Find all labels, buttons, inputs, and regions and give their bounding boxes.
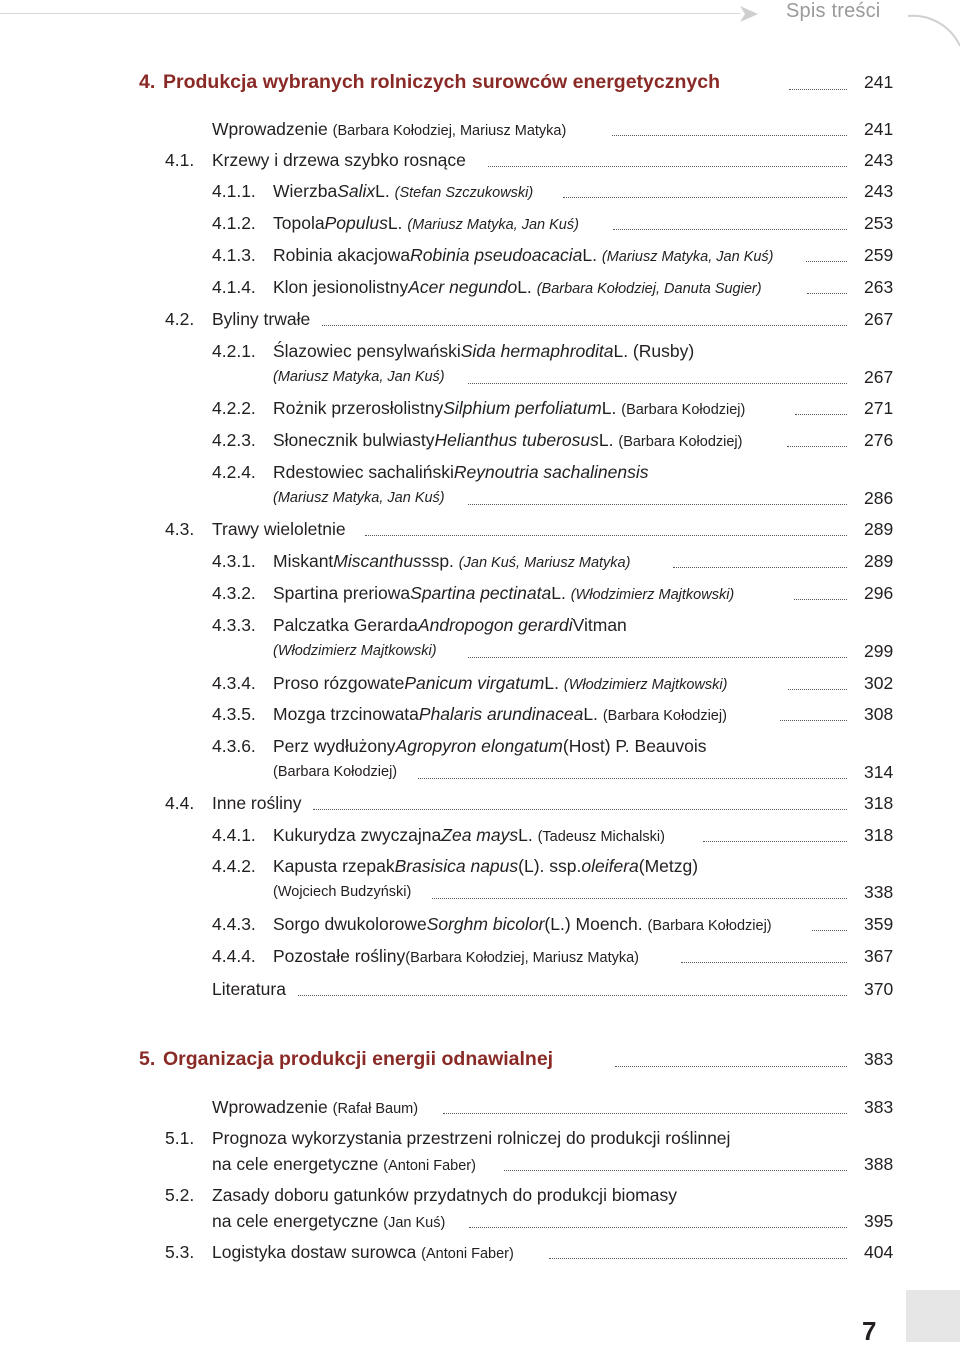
dot-leader xyxy=(806,261,847,262)
page-ref: 253 xyxy=(864,213,894,233)
entry-title-suffix: L. xyxy=(544,673,559,693)
entry-author: (Wojciech Budzyński) xyxy=(273,884,412,900)
page-number: 7 xyxy=(862,1316,877,1346)
entry-author: (Włodzimierz Majtkowski) xyxy=(570,587,735,603)
entry-title: Wierzba xyxy=(273,181,338,201)
entry-title: Trawy wieloletnie xyxy=(212,519,346,539)
latin-name: Reynoutria sachalinensis xyxy=(453,462,649,482)
page-ref: 289 xyxy=(864,551,894,571)
entry-number: 5.2. xyxy=(165,1185,195,1205)
dot-leader xyxy=(563,197,847,198)
entry-number: 4.4.1. xyxy=(212,825,256,845)
entry-number: 5.1. xyxy=(165,1128,195,1148)
entry-author: (Włodzimierz Majtkowski) xyxy=(273,643,437,659)
entry-number: 4.4.2. xyxy=(212,856,256,876)
latin-name: Salix xyxy=(337,181,376,201)
entry-author: (Mariusz Matyka, Jan Kuś) xyxy=(273,490,445,506)
entry-number: 5.3. xyxy=(165,1242,195,1262)
entry-title-suffix: (L). ssp. xyxy=(518,856,582,876)
page-ref: 286 xyxy=(864,488,894,508)
entry-title: Sorgo dwukolorowe xyxy=(273,914,427,934)
entry-author: (Mariusz Matyka, Jan Kuś) xyxy=(273,369,445,385)
entry-title: Perz wydłużony xyxy=(273,736,396,756)
entry-number: 4.3.2. xyxy=(212,583,256,603)
dot-leader xyxy=(443,1113,847,1114)
latin-name: Agropyron elongatum xyxy=(395,736,563,756)
entry-number: 4.3. xyxy=(165,519,195,539)
dot-leader xyxy=(468,383,847,384)
page-ref: 383 xyxy=(864,1097,894,1117)
latin-name: Miscanthus xyxy=(333,551,422,571)
entry-number: 4.1. xyxy=(165,150,195,170)
dot-leader xyxy=(673,567,847,568)
dot-leader xyxy=(432,898,847,899)
page-ref: 296 xyxy=(864,583,894,603)
entry-title: Mozga trzcinowata xyxy=(273,704,419,724)
entry-number: 4.4. xyxy=(165,793,195,813)
entry-title-suffix: L. xyxy=(583,704,598,724)
entry-author: (Jan Kuś) xyxy=(383,1215,446,1231)
entry-title: Zasady doboru gatunków przydatnych do produkcji biomasy xyxy=(212,1185,677,1205)
entry-title-suffix: L. xyxy=(601,398,617,418)
entry-author: (Barbara Kołodziej) xyxy=(602,708,727,724)
latin-name: Robinia pseudoacacia xyxy=(410,245,583,265)
entry-title: Ślazowiec pensylwański xyxy=(273,341,461,361)
entry-title: Wprowadzenie xyxy=(212,1097,328,1117)
page-ref: 338 xyxy=(864,882,894,902)
dot-leader xyxy=(780,720,847,721)
dot-leader xyxy=(613,229,847,230)
entry-title-suffix: ssp. xyxy=(421,551,454,571)
latin-name: Andropogon gerardi xyxy=(417,615,573,635)
entry-title: Byliny trwałe xyxy=(212,309,311,329)
entry-author: (Barbara Kołodziej) xyxy=(273,764,398,780)
chapter-title: Organizacja produkcji energii odnawialnej xyxy=(163,1048,554,1070)
entry-title-suffix: Vitman xyxy=(572,615,627,635)
entry-author: (Mariusz Matyka, Jan Kuś) xyxy=(601,249,774,265)
entry-number: 4.2. xyxy=(165,309,195,329)
entry-title: Logistyka dostaw surowca xyxy=(212,1242,417,1262)
entry-title-suffix: L. xyxy=(582,245,597,265)
entry-author: (Tadeusz Michalski) xyxy=(537,829,665,845)
page-ref: 263 xyxy=(864,277,894,297)
entry-author: (Antoni Faber) xyxy=(421,1246,514,1262)
chapter-title: Produkcja wybranych rolniczych surowców energetycznych xyxy=(163,71,721,93)
entry-author: (Jan Kuś, Mariusz Matyka) xyxy=(458,555,631,571)
entry-author: (Barbara Kołodziej) xyxy=(647,918,772,934)
section-header-title: Spis treści xyxy=(786,0,881,22)
dot-leader xyxy=(787,446,847,447)
entry-title: Rdestowiec sachaliński xyxy=(273,462,454,482)
page-ref: 308 xyxy=(864,704,894,724)
page-ref: 318 xyxy=(864,793,894,813)
entry-title: Pozostałe rośliny xyxy=(273,946,406,966)
header-rule xyxy=(0,13,740,14)
latin-name: Sorghm bicolor xyxy=(426,914,545,934)
entry-author: (Barbara Kołodziej, Mariusz Matyka) xyxy=(405,950,639,966)
page-ref: 241 xyxy=(864,119,894,139)
entry-number: 4.2.2. xyxy=(212,398,256,418)
corner-arc-decoration xyxy=(900,0,960,60)
entry-title-suffix: (Metzg) xyxy=(638,856,699,876)
entry-title: Topola xyxy=(273,213,325,233)
dot-leader xyxy=(703,841,847,842)
entry-number: 4.3.5. xyxy=(212,704,256,724)
entry-title-suffix: L. xyxy=(387,213,403,233)
dot-leader xyxy=(681,962,847,963)
entry-number: 4.4.4. xyxy=(212,946,256,966)
entry-author: (Mariusz Matyka, Jan Kuś) xyxy=(407,217,579,233)
entry-title: Kapusta rzepak xyxy=(273,856,395,876)
page-ref: 302 xyxy=(864,673,894,693)
entry-number: 4.3.1. xyxy=(212,551,256,571)
latin-name: Helianthus tuberosus xyxy=(434,430,599,450)
page-ref: 243 xyxy=(864,181,894,201)
page-ref: 359 xyxy=(864,914,894,934)
entry-number: 4.3.3. xyxy=(212,615,256,635)
dot-leader xyxy=(469,1227,847,1228)
latin-subspecies: oleifera xyxy=(581,856,639,876)
entry-number: 4.1.2. xyxy=(212,213,256,233)
latin-name: Sida hermaphrodita xyxy=(460,341,614,361)
entry-title-suffix: L. xyxy=(518,825,533,845)
dot-leader xyxy=(549,1258,847,1259)
entry-title: Proso rózgowate xyxy=(273,673,405,693)
latin-name: Acer negundo xyxy=(408,277,518,297)
dot-leader xyxy=(488,166,847,167)
latin-name: Populus xyxy=(324,213,388,233)
latin-name: Brasisica napus xyxy=(394,856,519,876)
dot-leader xyxy=(794,599,847,600)
entry-title: Klon jesionolistny xyxy=(273,277,409,297)
page-ref: 243 xyxy=(864,150,894,170)
entry-number: 4.2.4. xyxy=(212,462,256,482)
dot-leader xyxy=(468,657,847,658)
dot-leader xyxy=(418,778,847,779)
dot-leader xyxy=(612,135,847,136)
entry-author: (Stefan Szczukowski) xyxy=(394,185,534,201)
entry-title: Prognoza wykorzystania przestrzeni rolniczej do produkcji roślinnej xyxy=(212,1128,731,1148)
latin-name: Phalaris arundinacea xyxy=(418,704,584,724)
dot-leader xyxy=(795,414,847,415)
entry-number: 4.3.6. xyxy=(212,736,256,756)
entry-title: Wprowadzenie xyxy=(212,119,328,139)
entry-title-suffix: L. xyxy=(598,430,614,450)
page-ref: 395 xyxy=(864,1211,894,1231)
dot-leader xyxy=(807,293,847,294)
page-ref: 241 xyxy=(864,72,894,92)
entry-number: 4.1.1. xyxy=(212,181,256,201)
entry-title-suffix: L. (Rusby) xyxy=(613,341,695,361)
entry-number: 4.1.4. xyxy=(212,277,256,297)
entry-author: (Barbara Kołodziej, Mariusz Matyka) xyxy=(332,123,567,139)
dot-leader xyxy=(615,1066,847,1067)
entry-title-suffix: (Host) P. Beauvois xyxy=(562,736,707,756)
page-ref: 299 xyxy=(864,641,894,661)
page-ref: 314 xyxy=(864,762,894,782)
dot-leader xyxy=(504,1170,847,1171)
entry-title: Inne rośliny xyxy=(212,793,302,813)
entry-author: (Barbara Kołodziej, Danuta Sugier) xyxy=(536,281,762,297)
entry-author: (Barbara Kołodziej) xyxy=(618,434,743,450)
entry-title: Palczatka Gerarda xyxy=(273,615,418,635)
entry-author: (Barbara Kołodziej) xyxy=(621,402,746,418)
page-ref: 267 xyxy=(864,367,894,387)
page-ref: 383 xyxy=(864,1049,894,1069)
page-ref: 259 xyxy=(864,245,894,265)
entry-title-suffix: (L.) Moench. xyxy=(544,914,643,934)
entry-author: (Rafał Baum) xyxy=(332,1101,419,1117)
dot-leader xyxy=(313,809,847,810)
chapter-number: 5. xyxy=(139,1048,156,1070)
page-number-box xyxy=(906,1290,960,1342)
page-ref: 289 xyxy=(864,519,894,539)
dot-leader xyxy=(468,504,847,505)
entry-title: Kukurydza zwyczajna xyxy=(273,825,442,845)
page-ref: 388 xyxy=(864,1154,894,1174)
arrow-right-icon xyxy=(738,4,760,24)
page-ref: 318 xyxy=(864,825,894,845)
dot-leader xyxy=(789,89,847,90)
page-ref: 370 xyxy=(864,979,894,999)
page-ref: 367 xyxy=(864,946,894,966)
page-ref: 404 xyxy=(864,1242,894,1262)
page-ref: 267 xyxy=(864,309,894,329)
latin-name: Silphium perfoliatum xyxy=(443,398,602,418)
entry-title-suffix: L. xyxy=(551,583,566,603)
entry-number: 4.2.3. xyxy=(212,430,256,450)
page-ref: 276 xyxy=(864,430,894,450)
latin-name: Panicum virgatum xyxy=(404,673,545,693)
entry-title: Miskant xyxy=(273,551,334,571)
latin-name: Zea mays xyxy=(441,825,519,845)
entry-title: Krzewy i drzewa szybko rosnące xyxy=(212,150,466,170)
entry-number: 4.3.4. xyxy=(212,673,256,693)
entry-title: Robinia akacjowa xyxy=(273,245,411,265)
entry-author: (Włodzimierz Majtkowski) xyxy=(563,677,728,693)
entry-title: Literatura xyxy=(212,979,286,999)
entry-author: (Antoni Faber) xyxy=(383,1158,476,1174)
entry-title-suffix: L. xyxy=(375,181,390,201)
entry-number: 4.1.3. xyxy=(212,245,256,265)
entry-number: 4.4.3. xyxy=(212,914,256,934)
entry-number: 4.2.1. xyxy=(212,341,256,361)
entry-title: na cele energetyczne xyxy=(212,1211,379,1231)
dot-leader xyxy=(322,325,847,326)
entry-title: na cele energetyczne xyxy=(212,1154,379,1174)
entry-title-suffix: L. xyxy=(517,277,532,297)
dot-leader xyxy=(298,995,847,996)
latin-name: Spartina pectinata xyxy=(410,583,552,603)
entry-title: Rożnik przerosłolistny xyxy=(273,398,444,418)
dot-leader xyxy=(788,689,847,690)
dot-leader xyxy=(812,930,847,931)
page-ref: 271 xyxy=(864,398,894,418)
entry-title: Spartina preriowa xyxy=(273,583,411,603)
chapter-number: 4. xyxy=(139,71,156,93)
entry-title: Słonecznik bulwiasty xyxy=(273,430,435,450)
dot-leader xyxy=(365,535,847,536)
